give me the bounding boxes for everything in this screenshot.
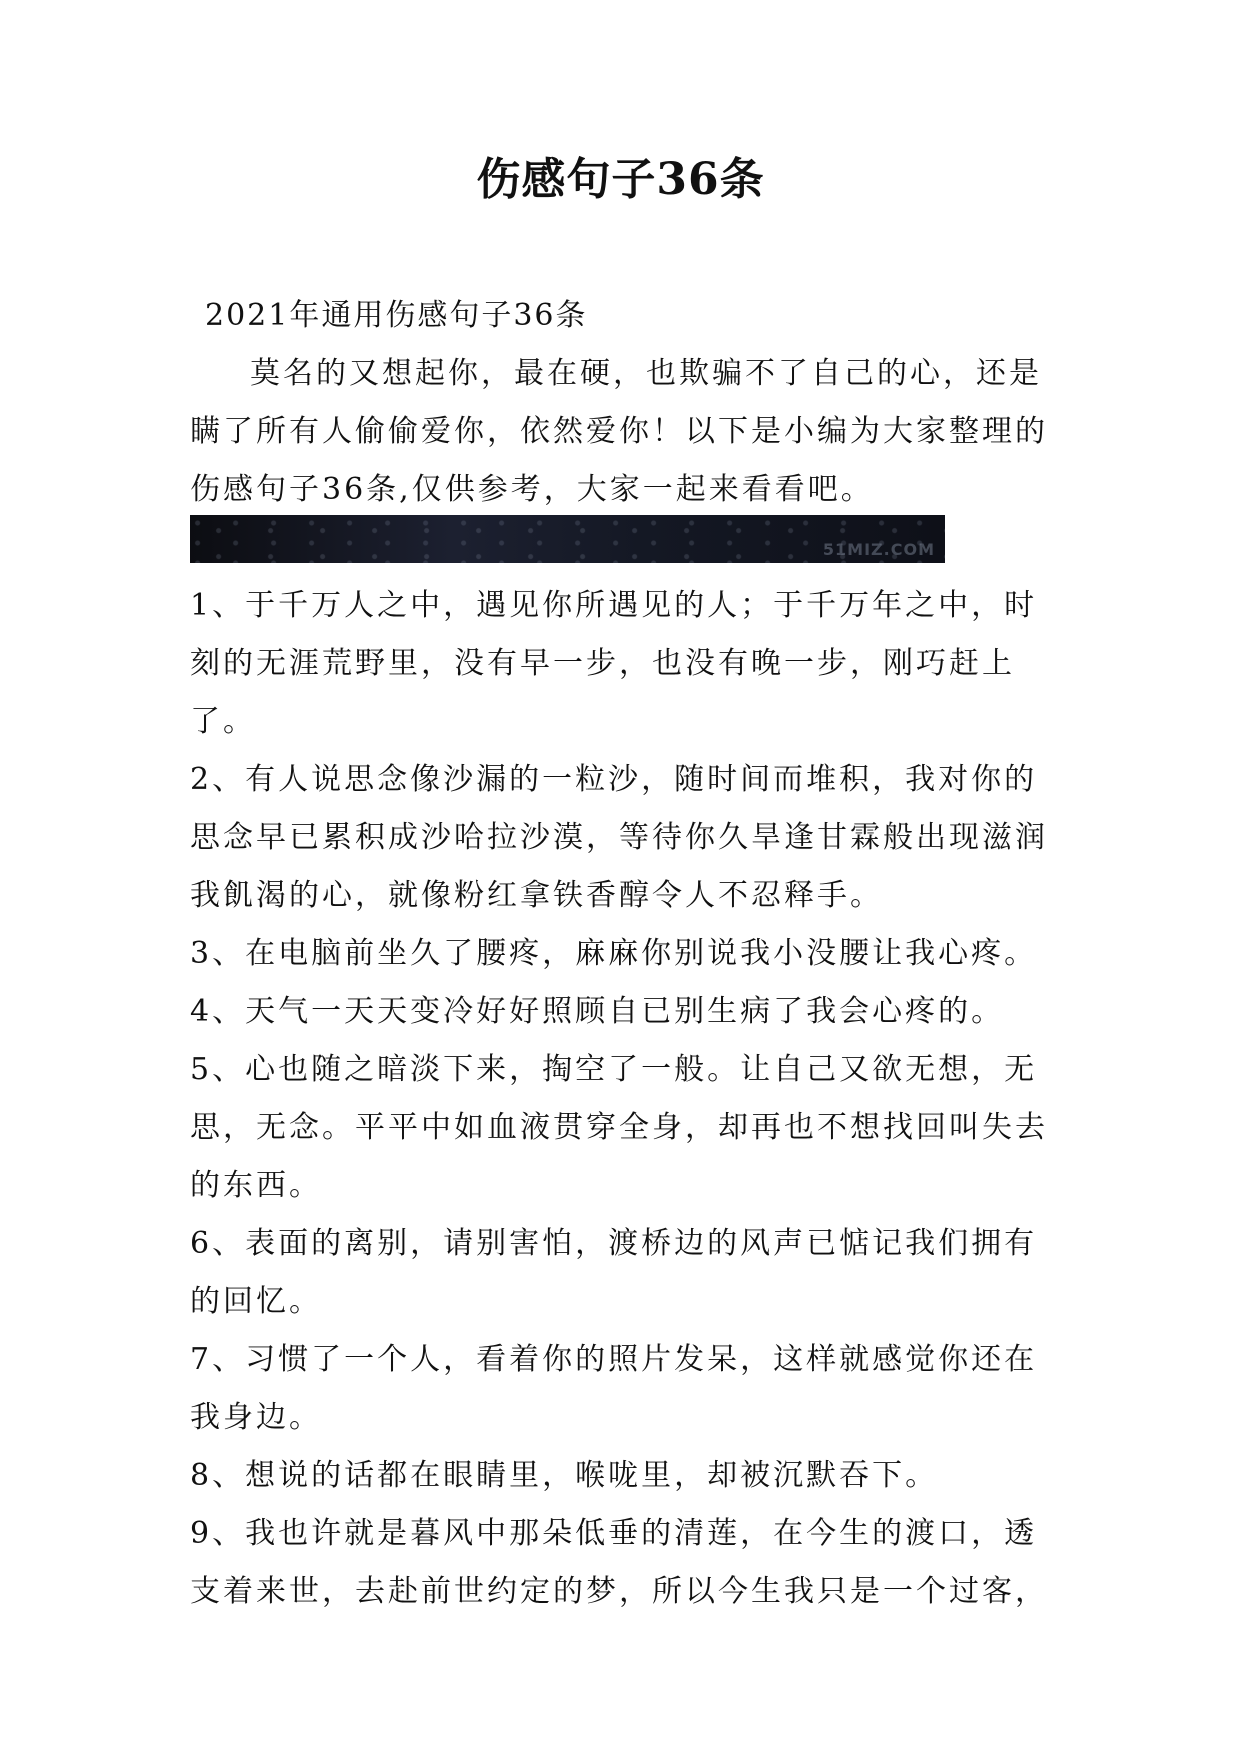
list-item: 4、天气一天天变冷好好照顾自已别生病了我会心疼的。: [190, 994, 1005, 1029]
list-item: 6、表面的离别，请别害怕，渡桥边的风声已惦记我们拥有的回忆。: [190, 1226, 1038, 1319]
intro-paragraph: 莫名的又想起你，最在硬，也欺骗不了自己的心，还是瞒了所有人偷偷爱你，依然爱你！以下是小编为大家整理的伤感句子36条,仅供参考，大家一起来看看吧。: [190, 356, 1048, 507]
list-item: 5、心也随之暗淡下来，掏空了一般。让自己又欲无想，无思，无念。平平中如血液贯穿全身，却再也不想找回叫失去的东西。: [190, 1052, 1048, 1203]
list-item: 1、于千万人之中，遇见你所遇见的人；于千万年之中，时刻的无涯荒野里，没有早一步，也没有晚一步，刚巧赶上了。: [190, 588, 1038, 739]
banner-image: [190, 515, 945, 563]
list-item: 7、习惯了一个人，看着你的照片发呆，这样就感觉你还在我身边。: [190, 1342, 1038, 1435]
list-item: 9、我也许就是暮风中那朵低垂的清莲，在今生的渡口，透支着来世，去赴前世约定的梦，所以今生我只是一个过客，: [190, 1516, 1048, 1609]
list-item: 8、想说的话都在眼睛里，喉咙里，却被沉默吞下。: [190, 1458, 939, 1493]
document-subtitle: 2021年通用伤感句子36条: [205, 298, 588, 333]
banner-watermark: 51MIZ.COM: [822, 540, 935, 559]
sentence-list: [190, 577, 1060, 1621]
list-item: 3、在电脑前坐久了腰疼，麻麻你别说我小没腰让我心疼。: [190, 936, 1038, 971]
list-item: 2、有人说思念像沙漏的一粒沙，随时间而堆积，我对你的思念早已累积成沙哈拉沙漠，等待你久旱逢甘霖般出现滋润我飢渴的心，就像粉红拿铁香醇令人不忍释手。: [190, 762, 1048, 913]
document-title: 伤感句子36条: [476, 154, 765, 205]
